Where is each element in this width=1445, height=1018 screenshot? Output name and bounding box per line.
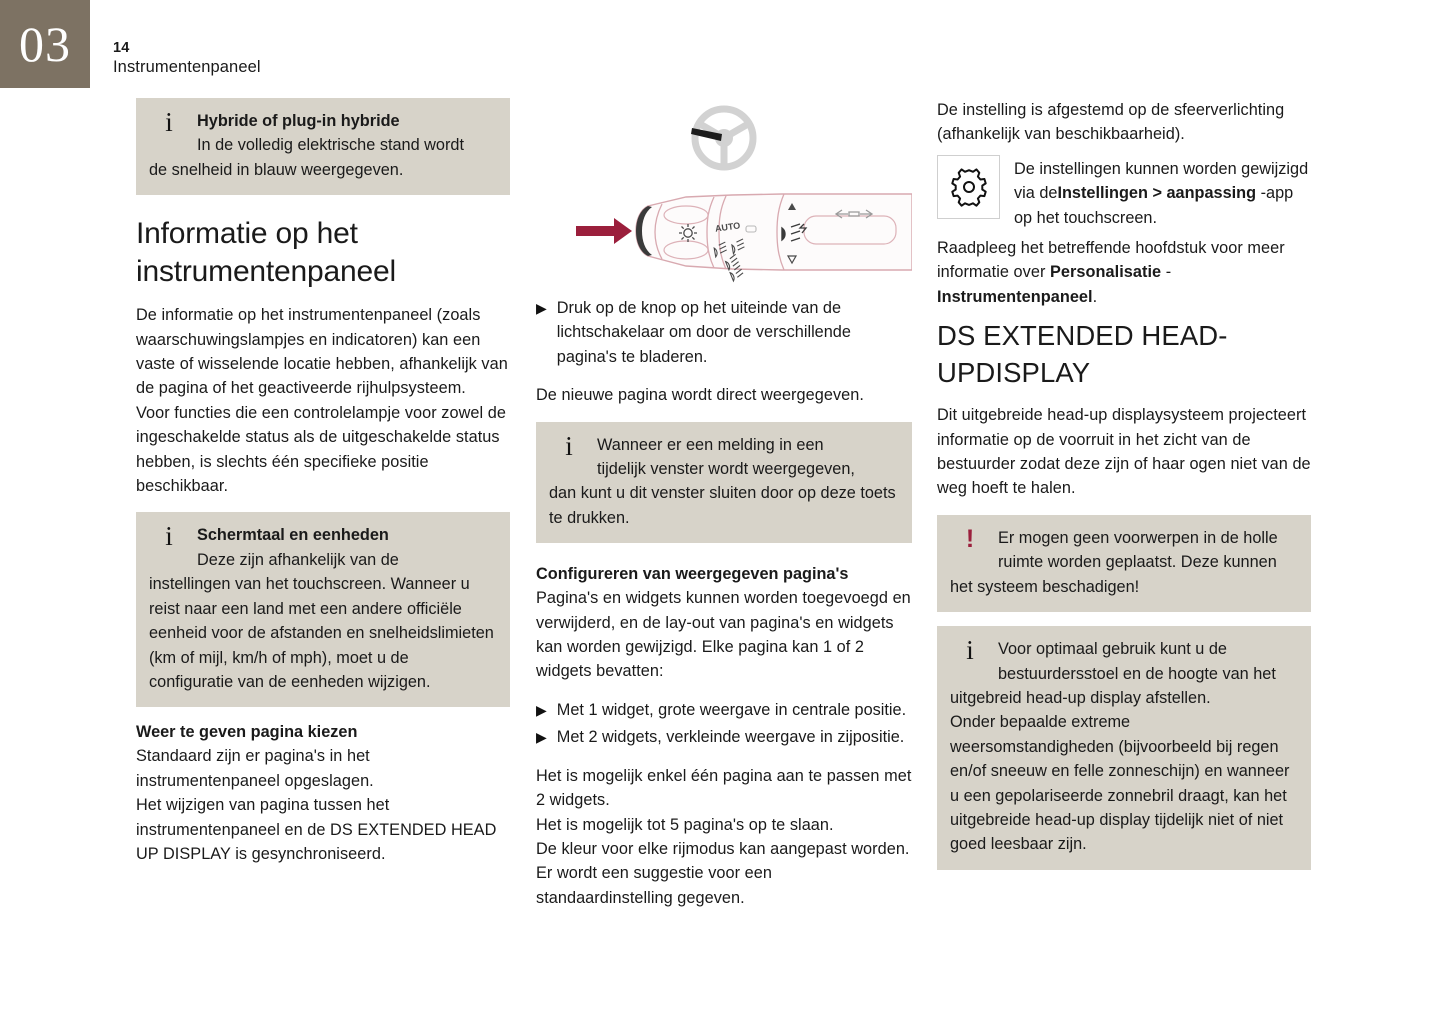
note-schermtaal-text bbox=[149, 523, 497, 694]
note-warning-body: het systeem beschadigen! bbox=[950, 577, 1140, 596]
note-hybrid-title: Hybride of plug-in hybride bbox=[197, 112, 400, 130]
section-title-headup: DS EXTENDED HEAD-UPDISPLAY bbox=[937, 320, 1228, 389]
gear-note-bold: Instellingen > aanpassing bbox=[1057, 184, 1257, 203]
note-optimal bbox=[937, 626, 1311, 870]
paragraph-kleur-rijmodus: De kleur voor elke rijmodus kan aangepast worden. Er wordt een suggestie voor een standaardinstelling gegeven. bbox=[536, 839, 910, 907]
paragraph-informatie-1: De informatie op het instrumentenpaneel (zoals waarschuwingslampjes en indicatoren) kan een vaste of wisselende locatie hebben, afhankelijk van de pagina of het geactiveerde rijhulpsysteem. bbox=[136, 306, 508, 398]
note-optimal-body2: Onder bepaalde extreme weersomstandigheden (bijvoorbeeld bij regen en/of sneeuw en felle zonneschijn) en wanneer u een gepolariseerde zonnebril draagt, kan het uitgebreide head-up display tijdelijk niet of niet goed leesbaar zijn. bbox=[950, 713, 1290, 854]
note-hybrid-body: de snelheid in blauw weergegeven. bbox=[149, 160, 404, 179]
note-popup-body: dan kunt u dit venster sluiten door op deze toets te drukken. bbox=[549, 484, 896, 527]
gear-note bbox=[937, 155, 1311, 230]
paragraph-standaard: Standaard zijn er pagina's in het instrumentenpaneel opgeslagen. bbox=[136, 747, 374, 790]
note-warning-text bbox=[950, 526, 1298, 599]
info-icon: i bbox=[565, 430, 573, 461]
gear-note-after: -app op het touchscreen. bbox=[1014, 184, 1294, 227]
gear-icon-box bbox=[937, 155, 1000, 219]
paragraph-instelling-sfeer: De instelling is afgestemd op de sfeerverlichting (afhankelijk van beschikbaarheid). bbox=[937, 101, 1285, 144]
column-2 bbox=[536, 98, 912, 910]
bullet-list-widgets bbox=[536, 698, 912, 750]
info-icon: i bbox=[966, 635, 974, 666]
gear-note-before: De instellingen kunnen worden gewijzigd via de bbox=[1014, 159, 1309, 203]
chapter-number: 03 bbox=[19, 16, 71, 72]
paragraph-nieuwe-pagina: De nieuwe pagina wordt direct weergegeven. bbox=[536, 386, 864, 405]
gear-note-text bbox=[1014, 155, 1311, 230]
raadpleeg-bold-2: Instrumentenpaneel bbox=[937, 287, 1093, 306]
column-1 bbox=[136, 98, 510, 866]
bullet-item bbox=[536, 296, 912, 369]
paragraph-wijzigen: Het wijzigen van pagina tussen het instrumentenpaneel en de DS EXTENDED HEAD UP DISPLAY is gesynchroniseerd. bbox=[136, 796, 497, 863]
bullet-text: Met 2 widgets, verkleinde weergave in zijpositie. bbox=[556, 728, 905, 747]
steering-wheel-icon bbox=[691, 109, 753, 167]
bullet-list-druk bbox=[536, 296, 912, 369]
light-stalk-illustration bbox=[536, 98, 912, 288]
note-popup-line2: tijdelijk venster wordt weergegeven, bbox=[597, 460, 855, 479]
paragraph-headup-beschrijving: Dit uitgebreide head-up displaysysteem projecteert informatie op de voorruit in het zicht van de bestuurder zodat deze zijn of haar ogen niet van de weg hoeft te halen. bbox=[937, 406, 1311, 498]
note-optimal-text bbox=[950, 637, 1298, 857]
note-hybrid-line1: In de volledig elektrische stand wordt bbox=[197, 136, 464, 155]
raadpleeg-mid: - bbox=[1161, 263, 1172, 282]
triangle-bullet-icon: ▶ bbox=[536, 701, 547, 718]
paragraph-vijf-paginas: Het is mogelijk tot 5 pagina's op te slaan. bbox=[536, 815, 834, 834]
red-arrow-pointer bbox=[576, 218, 632, 244]
note-hybrid bbox=[136, 98, 510, 195]
note-schermtaal bbox=[136, 512, 510, 707]
note-popup-text bbox=[549, 430, 899, 531]
paragraph-configureren: Pagina's en widgets kunnen worden toegevoegd en verwijderd, en de lay-out van pagina's en widgets kan worden gewijzigd. Elke pagina kan 1 of 2 widgets bevatten: bbox=[536, 589, 911, 681]
note-warning-line1: Er mogen geen voorwerpen in de holle bbox=[998, 528, 1278, 547]
note-warning-line2: ruimte worden geplaatst. Deze kunnen bbox=[998, 553, 1277, 572]
note-optimal-body: uitgebreid head-up display afstellen. bbox=[950, 688, 1211, 707]
warning-icon: ! bbox=[965, 524, 975, 553]
chapter-tab bbox=[0, 0, 90, 88]
raadpleeg-bold-1: Personalisatie bbox=[1050, 263, 1162, 282]
bullet-text: Met 1 widget, grote weergave in centrale positie. bbox=[556, 700, 907, 719]
paragraph-een-pagina: Het is mogelijk enkel één pagina aan te passen met 2 widgets. bbox=[536, 766, 912, 810]
page-number: 14 bbox=[113, 40, 130, 56]
note-hybrid-text bbox=[149, 109, 497, 182]
raadpleeg-after: . bbox=[1092, 287, 1098, 306]
bullet-item bbox=[536, 698, 912, 722]
section-name: Instrumentenpaneel bbox=[113, 58, 261, 76]
subheading-configureren: Configureren van weergegeven pagina's bbox=[536, 565, 849, 584]
triangle-bullet-icon: ▶ bbox=[536, 729, 547, 746]
column-3 bbox=[937, 98, 1311, 870]
paragraph-informatie-2: Voor functies die een controlelampje voor zowel de ingeschakelde status als de uitgeschakelde status hebben, is slechts één specifieke positie beschikbaar. bbox=[136, 403, 506, 496]
triangle-bullet-icon: ▶ bbox=[536, 300, 547, 316]
page-header bbox=[113, 40, 261, 78]
stalk-label-auto: AUTO bbox=[714, 220, 741, 234]
note-schermtaal-line1: Deze zijn afhankelijk van de bbox=[197, 550, 399, 569]
paragraph-raadpleeg bbox=[937, 236, 1311, 309]
gear-icon bbox=[948, 166, 990, 208]
bullet-item bbox=[536, 725, 912, 749]
section-title-informatie: Informatie op het instrumentenpaneel bbox=[136, 217, 396, 289]
note-warning bbox=[937, 515, 1311, 612]
note-optimal-line1: Voor optimaal gebruik kunt u de bbox=[998, 640, 1227, 659]
info-icon: i bbox=[165, 521, 173, 552]
note-popup bbox=[536, 422, 912, 544]
note-schermtaal-body: instellingen van het touchscreen. Wanneer u reist naar een land met een andere officiële eenheid voor de afstanden en snelheidslimieten (km of mijl, km/h of mph), moet u de configuratie van de eenheden wijzigen. bbox=[149, 575, 494, 691]
info-icon: i bbox=[165, 107, 173, 137]
note-optimal-line2: bestuurdersstoel en de hoogte van het bbox=[998, 664, 1276, 683]
bullet-text: Druk op de knop op het uiteinde van de lichtschakelaar om door de verschillende pagina's te bladeren. bbox=[556, 299, 851, 366]
note-schermtaal-title: Schermtaal en eenheden bbox=[197, 526, 389, 545]
raadpleeg-before: Raadpleeg het betreffende hoofdstuk voor meer informatie over bbox=[937, 239, 1285, 282]
note-popup-line1: Wanneer er een melding in een bbox=[597, 435, 824, 454]
subheading-pagina-kiezen: Weer te geven pagina kiezen bbox=[136, 723, 358, 742]
